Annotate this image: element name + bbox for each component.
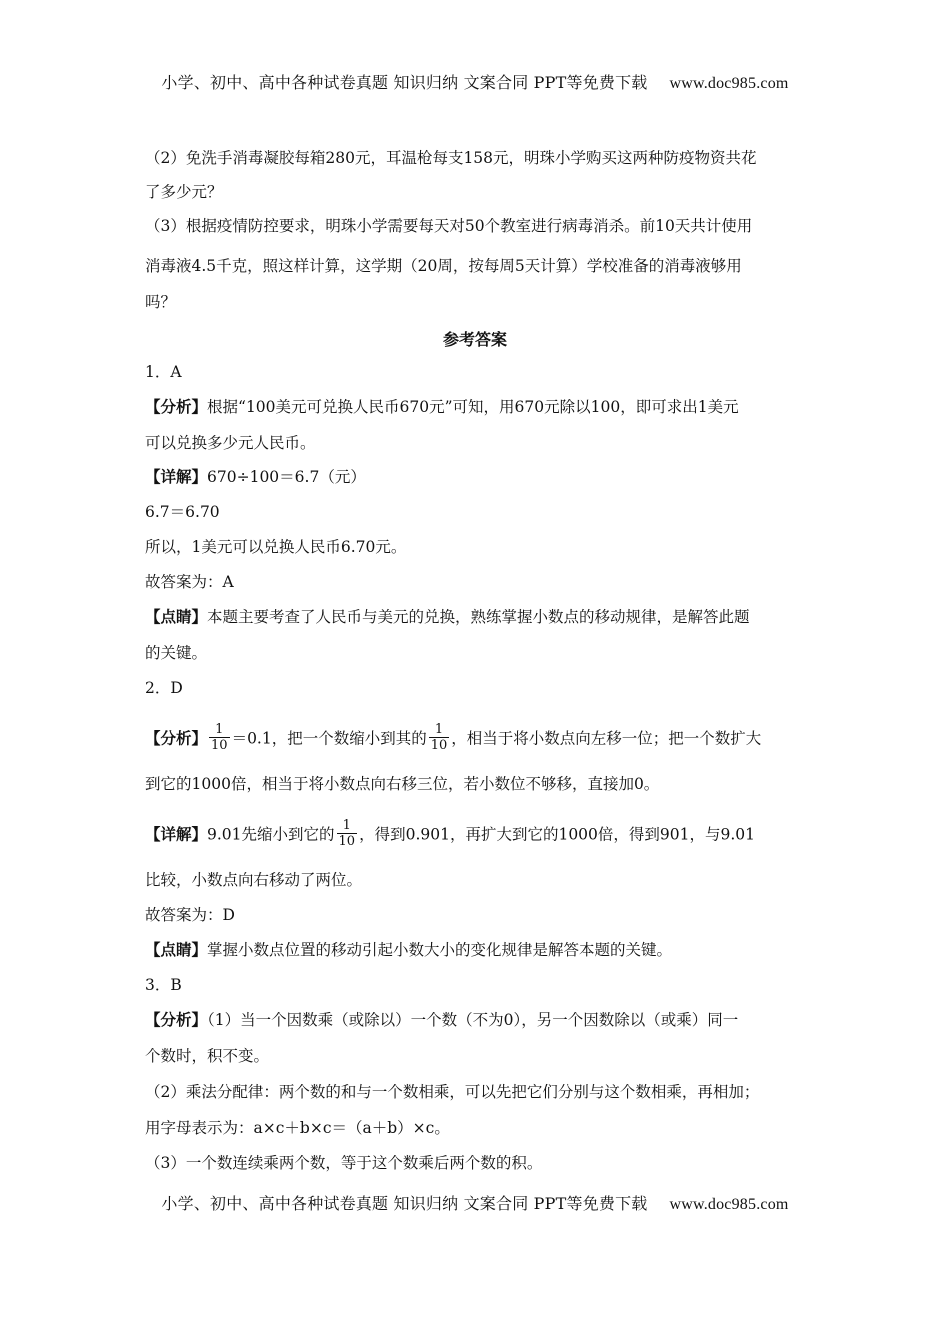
answer-2-comment-line-1 bbox=[145, 940, 672, 960]
answer-2-analysis-line-1 bbox=[145, 724, 761, 755]
analysis-text-part-1: ＝0.1，把一个数缩小到其的 bbox=[231, 729, 427, 748]
answers-title: 参考答案 bbox=[442, 330, 507, 349]
analysis-tag: 【分析】 bbox=[145, 728, 208, 748]
q3-line-2: 消毒液4.5千克，照这样计算，这学期（20周，按每周5天计算）学校准备的消毒液够用 bbox=[145, 257, 742, 275]
answer-1-detail-line-2: 6.7＝6.70 bbox=[145, 503, 220, 521]
fraction-denominator: 10 bbox=[211, 738, 228, 753]
comment-text: 本题主要考查了人民币与美元的兑换，熟练掌握小数点的移动规律，是解答此题 bbox=[207, 608, 750, 626]
answer-1-analysis-line-2: 可以兑换多少元人民币。 bbox=[145, 434, 316, 452]
detail-tag: 【详解】 bbox=[145, 824, 208, 844]
detail-tag: 【详解】 bbox=[145, 467, 208, 486]
answer-3-number: 3．B bbox=[145, 976, 182, 994]
q2-line-2: 了多少元？ bbox=[145, 183, 223, 201]
footer-site-link[interactable]: www.doc985.com bbox=[669, 1196, 789, 1213]
analysis-tag: 【分析】 bbox=[145, 1010, 208, 1029]
answer-1-analysis-line-1 bbox=[145, 397, 739, 417]
fraction-one-tenth bbox=[429, 722, 450, 753]
detail-text-part-1: 9.01先缩小到它的 bbox=[207, 825, 335, 844]
fraction-numerator: 1 bbox=[342, 818, 351, 833]
detail-text: 670÷100＝6.7（元） bbox=[207, 468, 366, 486]
answer-1-comment-line-2: 的关键。 bbox=[145, 644, 208, 662]
analysis-text: 根据“100美元可兑换人民币670元”可知，用670元除以100，即可求出1美元 bbox=[207, 398, 739, 416]
answer-2-detail-line-1 bbox=[145, 820, 755, 851]
answer-1-number: 1．A bbox=[145, 363, 182, 381]
analysis-tag: 【分析】 bbox=[145, 397, 208, 416]
fraction-denominator: 10 bbox=[430, 738, 448, 753]
answer-1-comment-line-1 bbox=[145, 607, 750, 627]
answer-2-conclusion: 故答案为：D bbox=[145, 906, 235, 924]
footer-text: 小学、初中、高中各种试卷真题 知识归纳 文案合同 PPT等免费下载 bbox=[161, 1194, 648, 1213]
comment-tag: 【点睛】 bbox=[145, 607, 208, 626]
analysis-text-part-2: ，相当于将小数点向左移一位；把一个数扩大 bbox=[451, 729, 762, 748]
q3-line-1: （3）根据疫情防控要求，明珠小学需要每天对50个教室进行病毒消杀。前10天共计使用 bbox=[145, 217, 753, 235]
answer-3-analysis-line-3: （2）乘法分配律：两个数的和与一个数相乘，可以先把它们分别与这个数相乘，再相加； bbox=[145, 1083, 760, 1101]
fraction-numerator: 1 bbox=[434, 722, 444, 737]
comment-tag: 【点睛】 bbox=[145, 940, 208, 959]
detail-text-part-2: ，得到0.901，再扩大到它的1000倍，得到901，与9.01 bbox=[359, 825, 755, 844]
q3-line-3: 吗？ bbox=[145, 293, 177, 311]
answer-3-analysis-line-1 bbox=[145, 1010, 738, 1030]
answer-3-analysis-line-2: 个数时，积不变。 bbox=[145, 1047, 270, 1065]
fraction-one-tenth bbox=[209, 722, 230, 753]
answer-2-detail-line-2: 比较，小数点向右移动了两位。 bbox=[145, 871, 363, 889]
q2-line-1: （2）免洗手消毒凝胶每箱280元，耳温枪每支158元，明珠小学购买这两种防疫物资共花 bbox=[145, 149, 757, 167]
answer-1-detail-line-3: 所以，1美元可以兑换人民币6.70元。 bbox=[145, 538, 407, 556]
answer-1-conclusion: 故答案为：A bbox=[145, 573, 234, 591]
fraction-one-tenth bbox=[337, 818, 358, 849]
fraction-numerator: 1 bbox=[215, 722, 224, 737]
header-site-link[interactable]: www.doc985.com bbox=[669, 75, 789, 92]
analysis-text: （1）当一个因数乘（或除以）一个数（不为0），另一个因数除以（或乘）同一 bbox=[207, 1011, 739, 1029]
answer-1-detail-line-1 bbox=[145, 467, 366, 487]
header-text: 小学、初中、高中各种试卷真题 知识归纳 文案合同 PPT等免费下载 bbox=[161, 73, 648, 92]
answer-2-analysis-line-2: 到它的1000倍，相当于将小数点向右移三位，若小数位不够移，直接加0。 bbox=[145, 775, 660, 793]
fraction-denominator: 10 bbox=[338, 834, 356, 849]
answer-3-analysis-line-4: 用字母表示为：a×c＋b×c＝（a＋b）×c。 bbox=[145, 1119, 450, 1137]
answer-3-analysis-line-5: （3）一个数连续乘两个数，等于这个数乘后两个数的积。 bbox=[145, 1154, 543, 1172]
page-header bbox=[0, 70, 950, 93]
page-footer bbox=[0, 1191, 950, 1214]
answer-2-number: 2．D bbox=[145, 679, 183, 697]
comment-text: 掌握小数点位置的移动引起小数大小的变化规律是解答本题的关键。 bbox=[207, 941, 673, 959]
